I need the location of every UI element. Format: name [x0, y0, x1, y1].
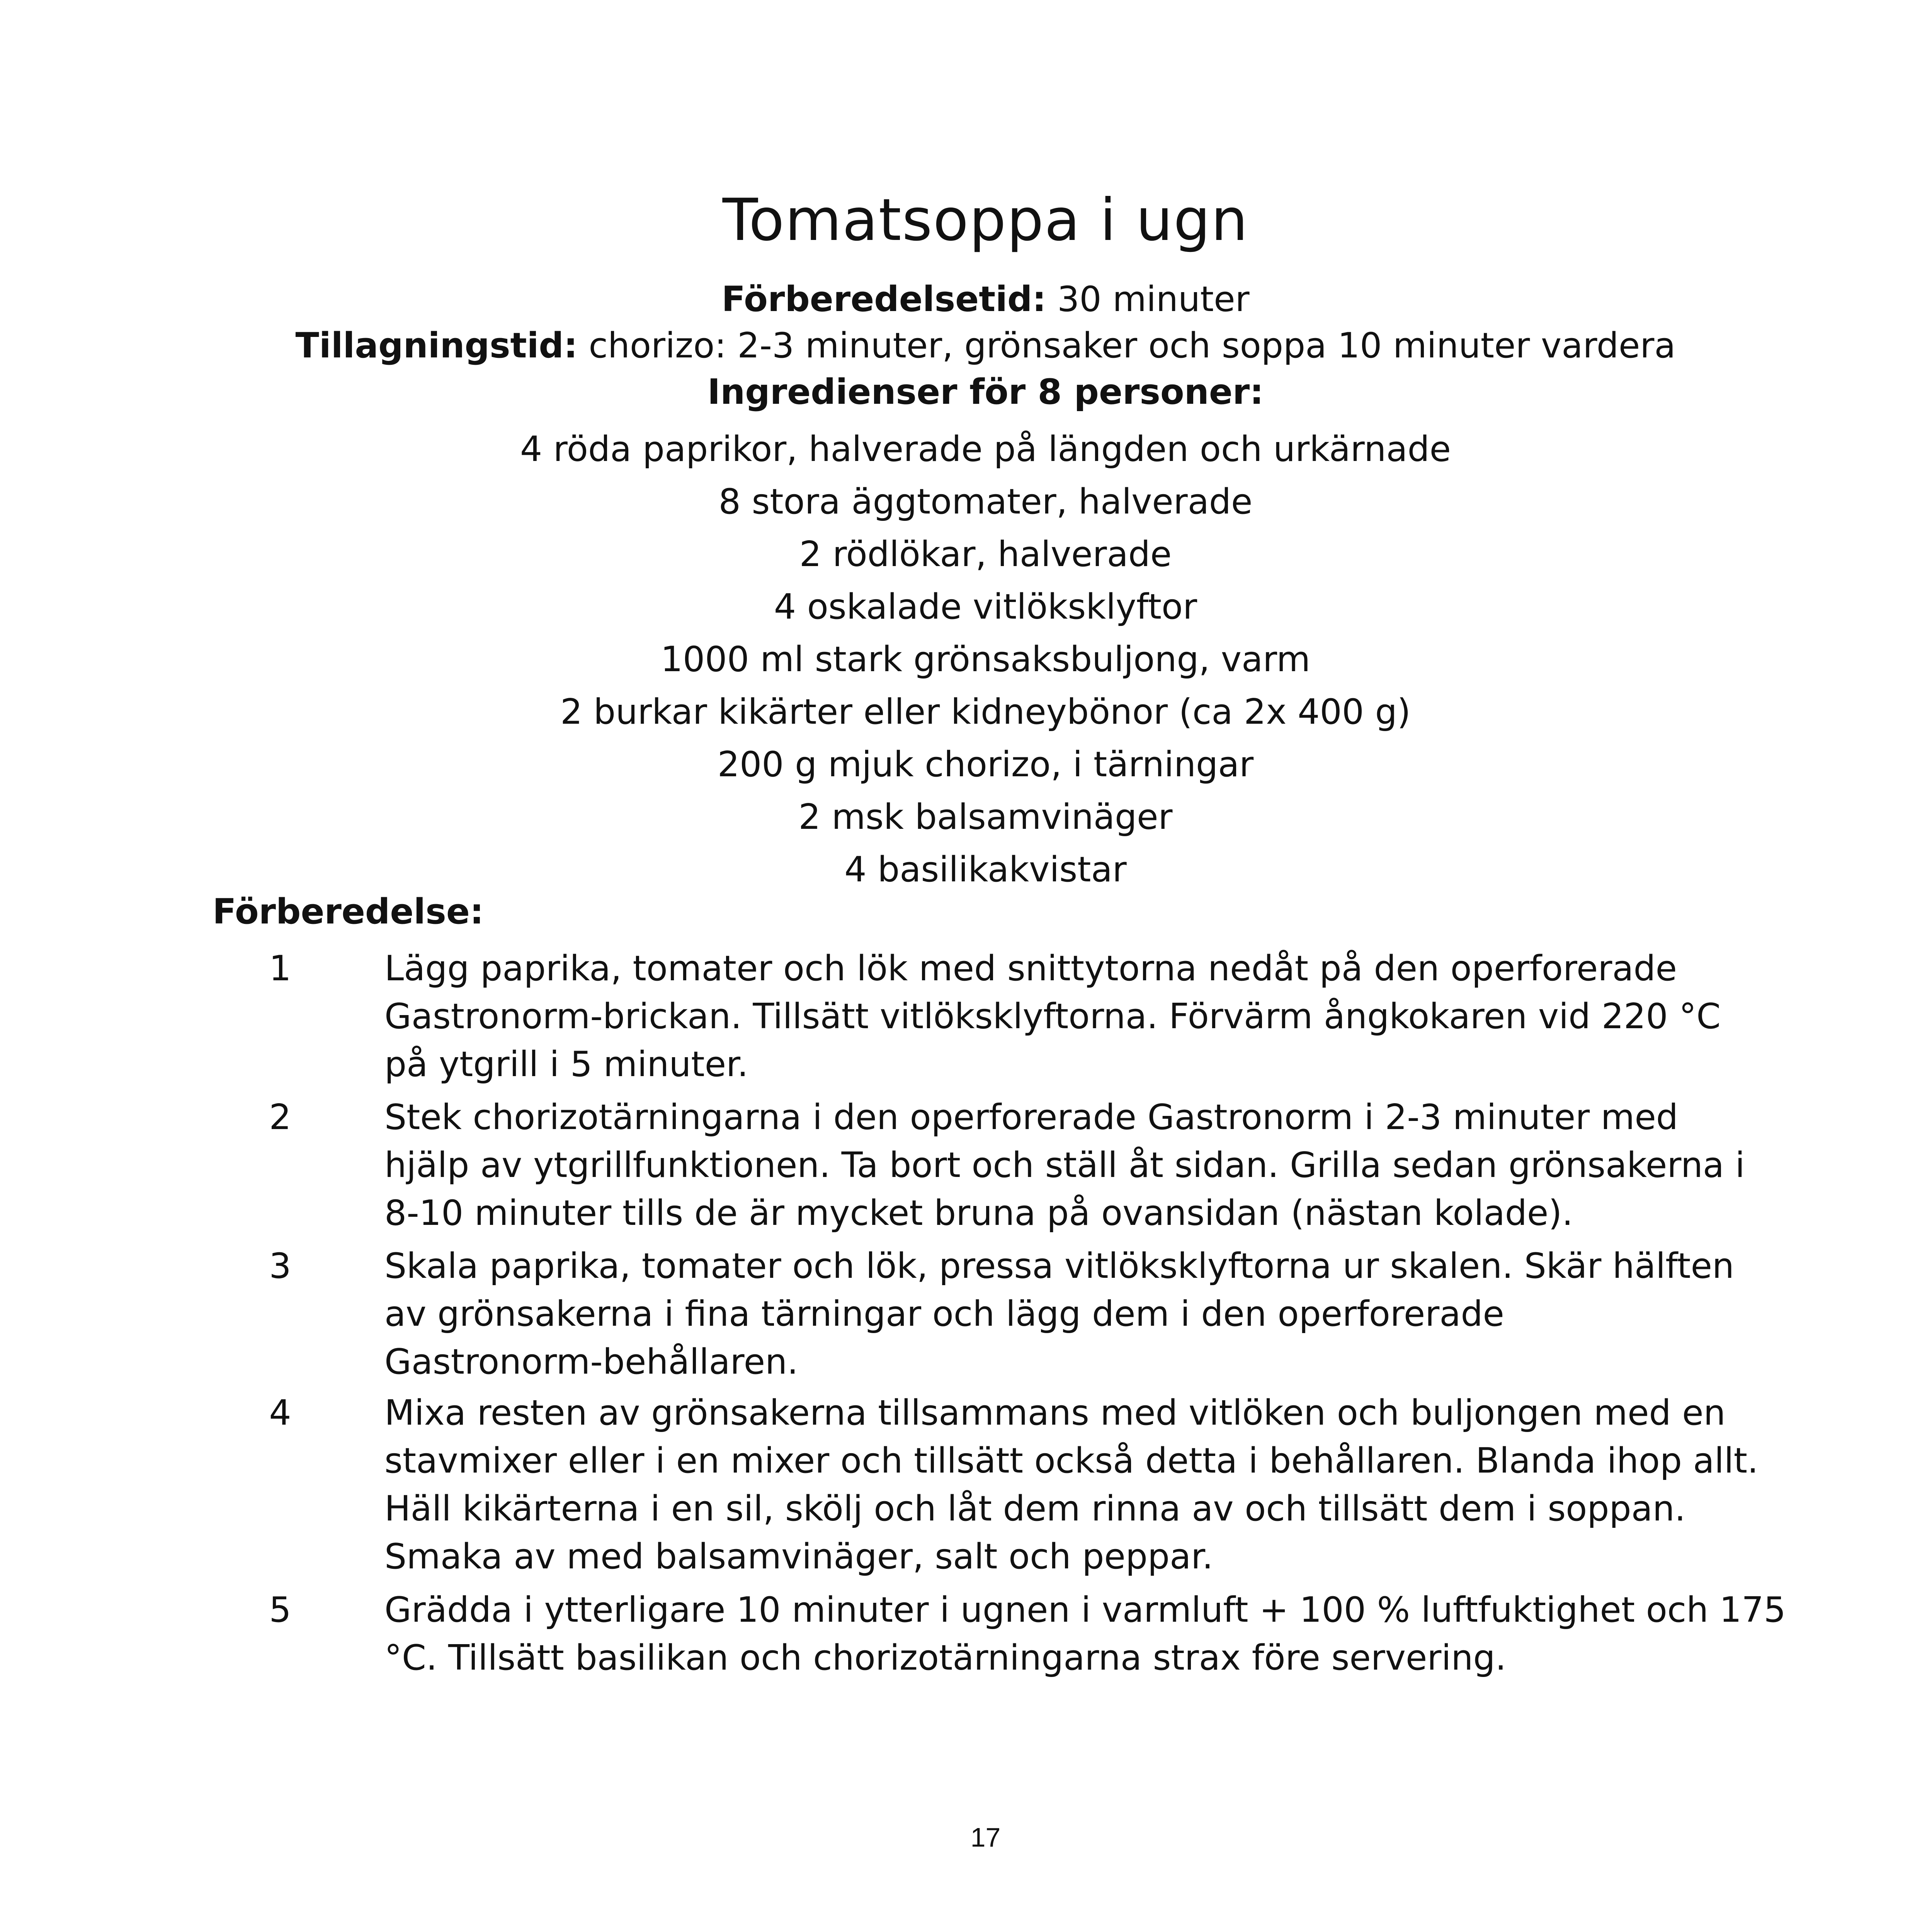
cook-time-label: Tillagningstid: — [295, 325, 578, 366]
step-line: Skala paprika, tomater och lök, pressa vitlöksklyftorna ur skalen. Skär hälften — [384, 1246, 1734, 1286]
step-line: Gastronorm-behållaren. — [384, 1342, 798, 1382]
ingredient-item: 4 röda paprikor, halverade på längden och urkärnade — [520, 429, 1451, 469]
step-line: Häll kikärterna i en sil, skölj och låt dem rinna av och tillsätt dem i soppan. — [384, 1488, 1686, 1529]
step-text — [384, 1242, 1868, 1386]
step-line: Lägg paprika, tomater och lök med snittytorna nedåt på den operforerade — [384, 948, 1677, 989]
prep-time-value: 30 minuter — [1046, 279, 1250, 320]
ingredient-item: 4 basilikakvistar — [844, 849, 1127, 890]
ingredient-item: 2 rödlökar, halverade — [799, 534, 1172, 575]
step-line: Stek chorizotärningarna i den operforerade Gastronorm i 2-3 minuter med — [384, 1097, 1678, 1138]
step-line: av grönsakerna i fina tärningar och lägg dem i den operforerade — [384, 1294, 1504, 1334]
step-number: 2 — [269, 1097, 291, 1138]
cook-time-value: chorizo: 2-3 minuter, grönsaker och soppa 10 minuter vardera — [577, 325, 1676, 366]
prep-time-label: Förberedelsetid: — [721, 279, 1046, 320]
step-number: 1 — [269, 948, 291, 989]
cook-time-line — [0, 323, 1932, 369]
ingredient-item: 1000 ml stark grönsaksbuljong, varm — [660, 639, 1311, 680]
page-number: 17 — [970, 1822, 1001, 1852]
step-line: Grädda i ytterligare 10 minuter i ugnen i varmluft + 100 % luftfuktighet och 175 — [384, 1590, 1786, 1630]
prep-time-line — [0, 276, 1932, 323]
step-text — [384, 1586, 1868, 1682]
step-line: hjälp av ytgrillfunktionen. Ta bort och ställ åt sidan. Grilla sedan grönsakerna i — [384, 1145, 1745, 1185]
step-line: Gastronorm-brickan. Tillsätt vitlöksklyftorna. Förvärm ångkokaren vid 220 °C — [384, 996, 1721, 1037]
step-number: 4 — [269, 1393, 291, 1433]
ingredients-heading — [0, 369, 1932, 415]
step-line: på ytgrill i 5 minuter. — [384, 1044, 748, 1085]
ingredient-item: 8 stora äggtomater, halverade — [718, 481, 1253, 522]
preparation-heading: Förberedelse: — [213, 891, 484, 932]
ingredients-heading-text: Ingredienser för 8 personer: — [707, 372, 1264, 412]
step-line: °C. Tillsätt basilikan och chorizotärningarna strax före servering. — [384, 1638, 1507, 1678]
ingredient-list — [0, 423, 1932, 896]
ingredient-item: 2 msk balsamvinäger — [798, 797, 1173, 837]
ingredient-item: 4 oskalade vitlöksklyftor — [774, 587, 1197, 627]
step-line: Mixa resten av grönsakerna tillsammans med vitlöken och buljongen med en — [384, 1393, 1726, 1433]
step-number: 3 — [269, 1246, 291, 1286]
step-text — [384, 945, 1868, 1088]
step-line: 8-10 minuter tills de är mycket bruna på ovansidan (nästan kolade). — [384, 1193, 1573, 1233]
ingredient-item: 2 burkar kikärter eller kidneybönor (ca 2x 400 g) — [560, 692, 1411, 732]
step-line: stavmixer eller i en mixer och tillsätt också detta i behållaren. Blanda ihop allt. — [384, 1440, 1759, 1481]
step-text — [384, 1389, 1868, 1581]
step-text — [384, 1094, 1868, 1237]
step-line: Smaka av med balsamvinäger, salt och peppar. — [384, 1536, 1213, 1577]
step-number: 5 — [269, 1590, 291, 1630]
recipe-title: Tomatsoppa i ugn — [722, 187, 1249, 254]
ingredient-item: 200 g mjuk chorizo, i tärningar — [717, 744, 1254, 785]
